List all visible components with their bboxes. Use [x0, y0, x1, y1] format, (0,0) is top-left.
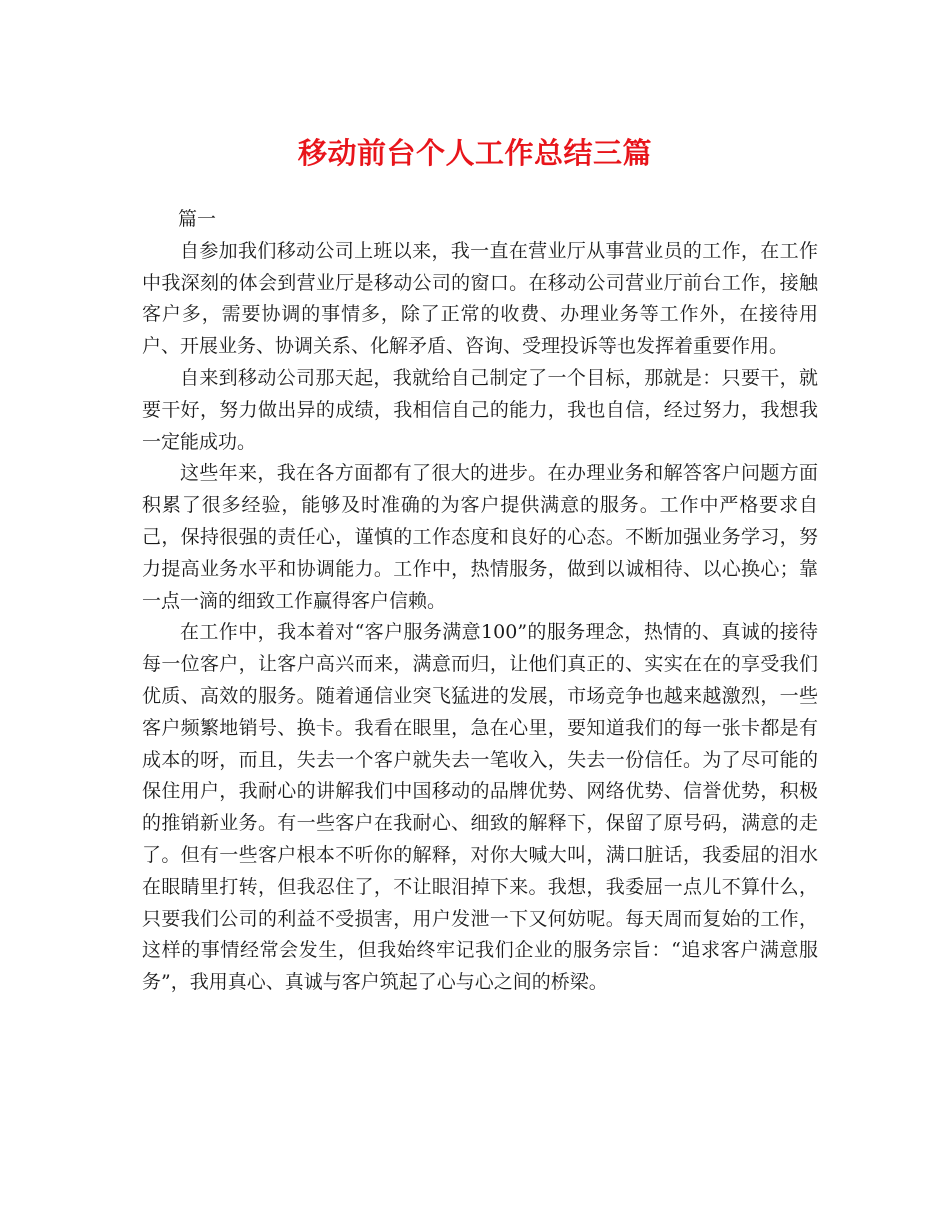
document-title: 移动前台个人工作总结三篇 [297, 136, 652, 170]
paragraph: 自来到移动公司那天起，我就给自己制定了一个目标，那就是：只要干，就要干好，努力做出异的成绩，我相信自己的能力，我也自信，经过努力，我想我一定能成功。 [142, 366, 818, 453]
section-heading: 篇一 [178, 208, 217, 230]
paragraph: 自参加我们移动公司上班以来，我一直在营业厅从事营业员的工作，在工作中我深刻的体会到营业厅是移动公司的窗口。在移动公司营业厅前台工作，接触客户多，需要协调的事情多，除了正常的收费、办理业务等工作外，在接待用户、开展业务、协调关系、化解矛盾、咨询、受理投诉等也发挥着重要作用。 [142, 239, 818, 358]
paragraph: 在工作中，我本着对“客户服务满意100”的服务理念，热情的、真诚的接待每一位客户，让客户高兴而来，满意而归，让他们真正的、实实在在的享受我们优质、高效的服务。随着通信业突飞猛进的发展，市场竞争也越来越激烈，一些客户频繁地销号、换卡。我看在眼里，急在心里，要知道我们的每一张卡都是有成本的呀，而且，失去一个客户就失去一笔收入，失去一份信任。为了尽可能的保住用户，我耐心的讲解我们中国移动的品牌优势、网络优势、信誉优势，积极的推销新业务。有一些客户在我耐心、细致的解释下，保留了原号码，满意的走了。但有一些客户根本不听你的解释，对你大喊大叫，满口脏话，我委屈的泪水在眼睛里打转，但我忍住了，不让眼泪掉下来。我想，我委屈一点儿不算什么，只要我们公司的利益不受损害，用户发泄一下又何妨呢。每天周而复始的工作，这样的事情经常会发生，但我始终牢记我们企业的服务宗旨：“追求客户满意服务”，我用真心、真诚与客户筑起了心与心之间的桥梁。 [142, 621, 818, 994]
document-body [142, 204, 818, 999]
paragraph: 这些年来，我在各方面都有了很大的进步。在办理业务和解答客户问题方面积累了很多经验，能够及时准确的为客户提供满意的服务。工作中严格要求自己，保持很强的责任心，谨慎的工作态度和良好的心态。不断加强业务学习，努力提高业务水平和协调能力。工作中，热情服务，做到以诚相待、以心换心；靠一点一滴的细致工作赢得客户信赖。 [142, 462, 818, 612]
